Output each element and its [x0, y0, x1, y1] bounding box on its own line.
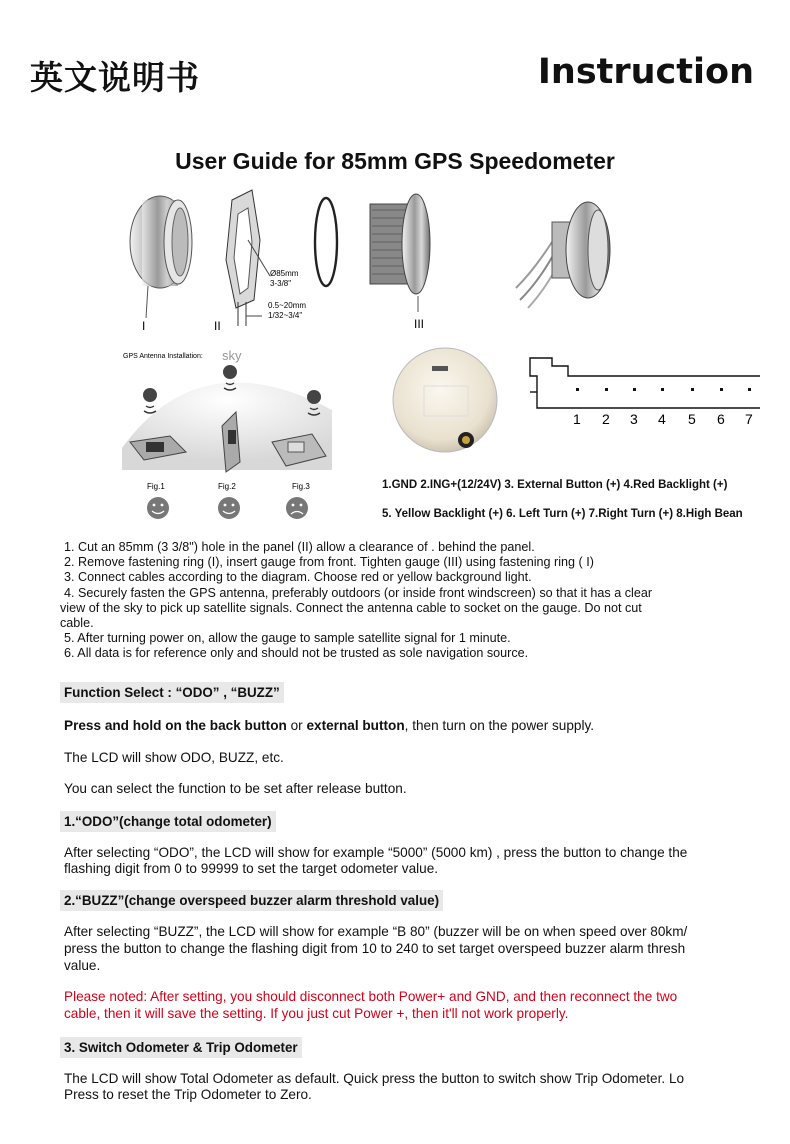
step-1: 1. Cut an 85mm (3 3/8") hole in the panel (II) allow a clearance of . behind the panel.: [64, 540, 535, 554]
lcd-show-text: The LCD will show ODO, BUZZ, etc.: [64, 750, 284, 765]
install-steps: [60, 540, 764, 662]
warning-note-line-1: Please noted: After setting, you should disconnect both Power+ and GND, and then reconnect the two: [64, 989, 678, 1004]
label-III: III: [414, 317, 425, 331]
step-3: 3. Connect cables according to the diagram. Choose red or yellow background light.: [64, 570, 532, 585]
label-II: II: [214, 319, 221, 333]
wiring-line-2: 5. Yellow Backlight (+) 6. Left Turn (+) 7.Right Turn (+) 8.High Bean: [382, 508, 743, 520]
step-2: 2. Remove fastening ring (I), insert gauge from front. Tighten gauge (III) using fastening ring ( I): [64, 555, 594, 570]
step-6: 6. All data is for reference only and should not be trusted as sole navigation source.: [64, 646, 529, 661]
warning-note-line-2: cable, then it will save the setting. If you just cut Power +, then it'll not work properly.: [64, 1006, 569, 1021]
pin-6: 6: [717, 411, 725, 427]
pin-3: 3: [630, 411, 638, 427]
switch-line-1: The LCD will show Total Odometer as default. Quick press the button to switch show Trip Odometer. Lo: [64, 1071, 685, 1086]
buzz-heading: 2.“BUZZ”(change overspeed buzzer alarm threshold value): [60, 890, 443, 911]
switch-line-2: Press to reset the Trip Odometer to Zero.: [64, 1087, 312, 1102]
step-4: 4. Securely fasten the GPS antenna, preferably outdoors (or inside front windscreen) so that it has a clear: [64, 585, 653, 600]
hole-diameter-mm: Ø85mm: [270, 269, 299, 278]
installation-diagram: [0, 180, 790, 530]
fig2-label: Fig.2: [218, 482, 236, 491]
pin-1: 1: [573, 411, 581, 427]
panel-thickness-inch: 1/32~3/4": [268, 311, 303, 320]
connector-pinout: [530, 358, 760, 408]
buzz-line-2: press the button to change the flashing digit from 10 to 240 to set target overspeed buzzer alarm thresh: [64, 941, 686, 956]
press-hold-tail: , then turn on the power supply.: [404, 718, 595, 733]
connector-pin-numbers: [573, 411, 753, 427]
page-title-english: Instruction: [537, 52, 754, 92]
fig3-label: Fig.3: [292, 482, 310, 491]
user-guide-title: User Guide for 85mm GPS Speedometer: [175, 148, 615, 174]
panel-II-illustration: [226, 190, 270, 326]
press-hold-bold-2: external button: [306, 718, 405, 733]
odo-line-1: After selecting “ODO”, the LCD will show for example “5000” (5000 km) , press the button to change the: [64, 845, 688, 860]
press-hold-or: or: [286, 718, 307, 733]
hole-diameter-inch: 3-3/8": [270, 279, 292, 288]
press-hold-bold-1: Press and hold on the back button: [64, 718, 287, 733]
step-4-cont-b: cable.: [60, 616, 94, 631]
o-ring-illustration: [315, 198, 337, 286]
function-select-heading: Function Select : “ODO” , “BUZZ”: [60, 682, 284, 703]
odo-heading: 1.“ODO”(change total odometer): [60, 811, 276, 832]
page-title-chinese: 英文说明书: [30, 58, 200, 97]
press-hold-instruction: [64, 718, 764, 734]
pin-4: 4: [658, 411, 666, 427]
gauge-back-view-illustration: [393, 348, 497, 452]
pin-7: 7: [745, 411, 753, 427]
pin-5: 5: [688, 411, 696, 427]
switch-odometer-heading: 3. Switch Odometer & Trip Odometer: [60, 1037, 302, 1058]
step-4-cont-a: view of the sky to pick up satellite signals. Connect the antenna cable to socket on the gauge. Do not cut: [60, 600, 642, 615]
sky-label: sky: [222, 348, 242, 363]
fig1-label: Fig.1: [147, 482, 165, 491]
connector-pin-dots: [576, 388, 751, 391]
buzz-line-1: After selecting “BUZZ”, the LCD will show for example “B 80” (buzzer will be on when speed over 80km/: [64, 924, 688, 939]
select-function-text: You can select the function to be set after release button.: [64, 781, 407, 796]
gauge-body-III-illustration: [370, 194, 430, 312]
panel-thickness-mm: 0.5~20mm: [268, 301, 307, 310]
step-5: 5. After turning power on, allow the gauge to sample satellite signal for 1 minute.: [64, 631, 511, 646]
smiley-icons: [147, 497, 308, 519]
antenna-caption: GPS Antenna Installation:: [123, 353, 203, 360]
pin-2: 2: [602, 411, 610, 427]
label-I: I: [142, 319, 146, 333]
odo-line-2: flashing digit from 0 to 99999 to set the target odometer value.: [64, 861, 439, 876]
assembled-gauge-illustration: [516, 202, 610, 308]
wiring-line-1: 1.GND 2.ING+(12/24V) 3. External Button (+) 4.Red Backlight (+): [382, 479, 728, 491]
fastening-ring-I-illustration: [130, 196, 192, 318]
buzz-line-3: value.: [64, 958, 101, 973]
